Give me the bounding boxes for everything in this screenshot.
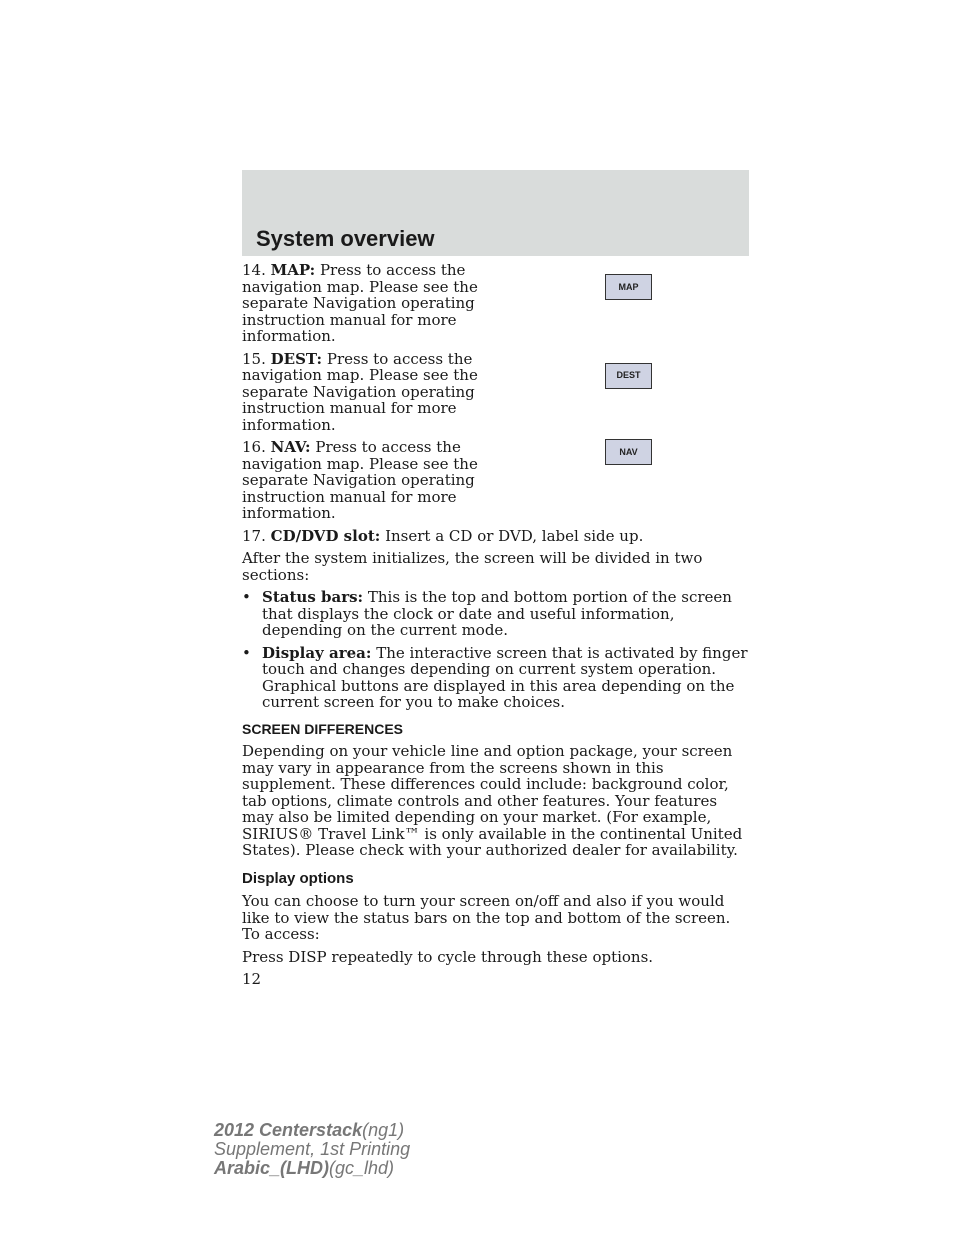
screen-differences-heading: SCREEN DIFFERENCES xyxy=(242,720,404,737)
display-options-instruction: Press DISP repeatedly to cycle through these options. xyxy=(242,947,654,966)
dest-button-label: DEST xyxy=(616,370,641,381)
item-term: NAV: xyxy=(270,438,311,456)
nav-button-illustration xyxy=(605,439,652,465)
item-term: MAP: xyxy=(270,261,316,279)
display-options-heading: Display options xyxy=(242,869,354,887)
section-header-band xyxy=(242,170,749,256)
section-title: System overview xyxy=(256,226,435,251)
bullet-description: This is the top and bottom portion of the screen that displays the clock or date and useful information, depending on the current mode. xyxy=(262,588,732,639)
footer-edition: Arabic_(LHD) xyxy=(214,1158,330,1178)
bullet-description: The interactive screen that is activated by finger touch and changes depending on current system operation. Graphical buttons are displayed in this area depending on the current screen for you to make choices. xyxy=(262,643,748,711)
screen-differences-paragraph: Depending on your vehicle line and option package, your screen may vary in appearance from the screens shown in this supplement. These differences could include: background color, tab options, climate controls and other features. Your features may also be limited depending on your market. (For example, SIRIUS® Travel Link™ is only available in the continental United States). Please check with your authorized dealer for availability. xyxy=(242,742,743,859)
nav-button-label: NAV xyxy=(619,446,638,457)
footer-edition-code: (gc_lhd) xyxy=(329,1158,395,1178)
item-number: 17. xyxy=(242,526,266,545)
footer-line-3 xyxy=(214,1159,410,1178)
bullet-term: Status bars: xyxy=(262,588,364,606)
item-term: CD/DVD slot: xyxy=(270,526,381,545)
footer-code: (ng1) xyxy=(362,1120,405,1140)
bullet-glyph: • xyxy=(242,643,251,662)
list-item-cd-dvd-slot xyxy=(242,528,749,545)
item-text xyxy=(242,528,749,545)
item-number: 16. xyxy=(242,438,266,456)
display-options-paragraph: You can choose to turn your screen on/off and also if you would like to view the status bars on the top and bottom of the screen. To access: xyxy=(242,892,731,943)
footer-line-1 xyxy=(214,1121,410,1140)
page-content xyxy=(242,262,749,971)
item-description: Press to access the navigation map. Please see the separate Navigation operating instruction manual for more information. xyxy=(242,438,478,522)
map-button-illustration xyxy=(605,274,652,300)
page-number: 12 xyxy=(242,970,262,988)
bullet-term: Display area: xyxy=(262,643,372,662)
bullet-status-bars xyxy=(242,589,749,639)
bullet-display-area xyxy=(242,645,749,711)
footer-line-2: Supplement, 1st Printing xyxy=(214,1139,411,1159)
print-footer xyxy=(214,1121,410,1178)
footer-title: 2012 Centerstack xyxy=(214,1120,363,1140)
item-description: Insert a CD or DVD, label side up. xyxy=(385,526,644,545)
list-item-dest xyxy=(242,351,749,434)
list-item-nav xyxy=(242,439,749,522)
dest-button-illustration xyxy=(605,363,652,389)
item-term: DEST: xyxy=(270,349,323,368)
list-item-map xyxy=(242,262,749,345)
item-text xyxy=(242,262,532,345)
map-button-label: MAP xyxy=(618,281,639,292)
bullet-glyph: • xyxy=(242,588,251,606)
item-description: Press to access the navigation map. Please see the separate Navigation operating instruction manual for more information. xyxy=(242,261,478,345)
item-number: 14. xyxy=(242,261,266,279)
item-text xyxy=(242,439,532,522)
item-number: 15. xyxy=(242,349,266,368)
item-text xyxy=(242,351,532,434)
item-description: Press to access the navigation map. Please see the separate Navigation operating instruction manual for more information. xyxy=(242,349,478,434)
intro-paragraph: After the system initializes, the screen will be divided in two sections: xyxy=(242,549,703,584)
